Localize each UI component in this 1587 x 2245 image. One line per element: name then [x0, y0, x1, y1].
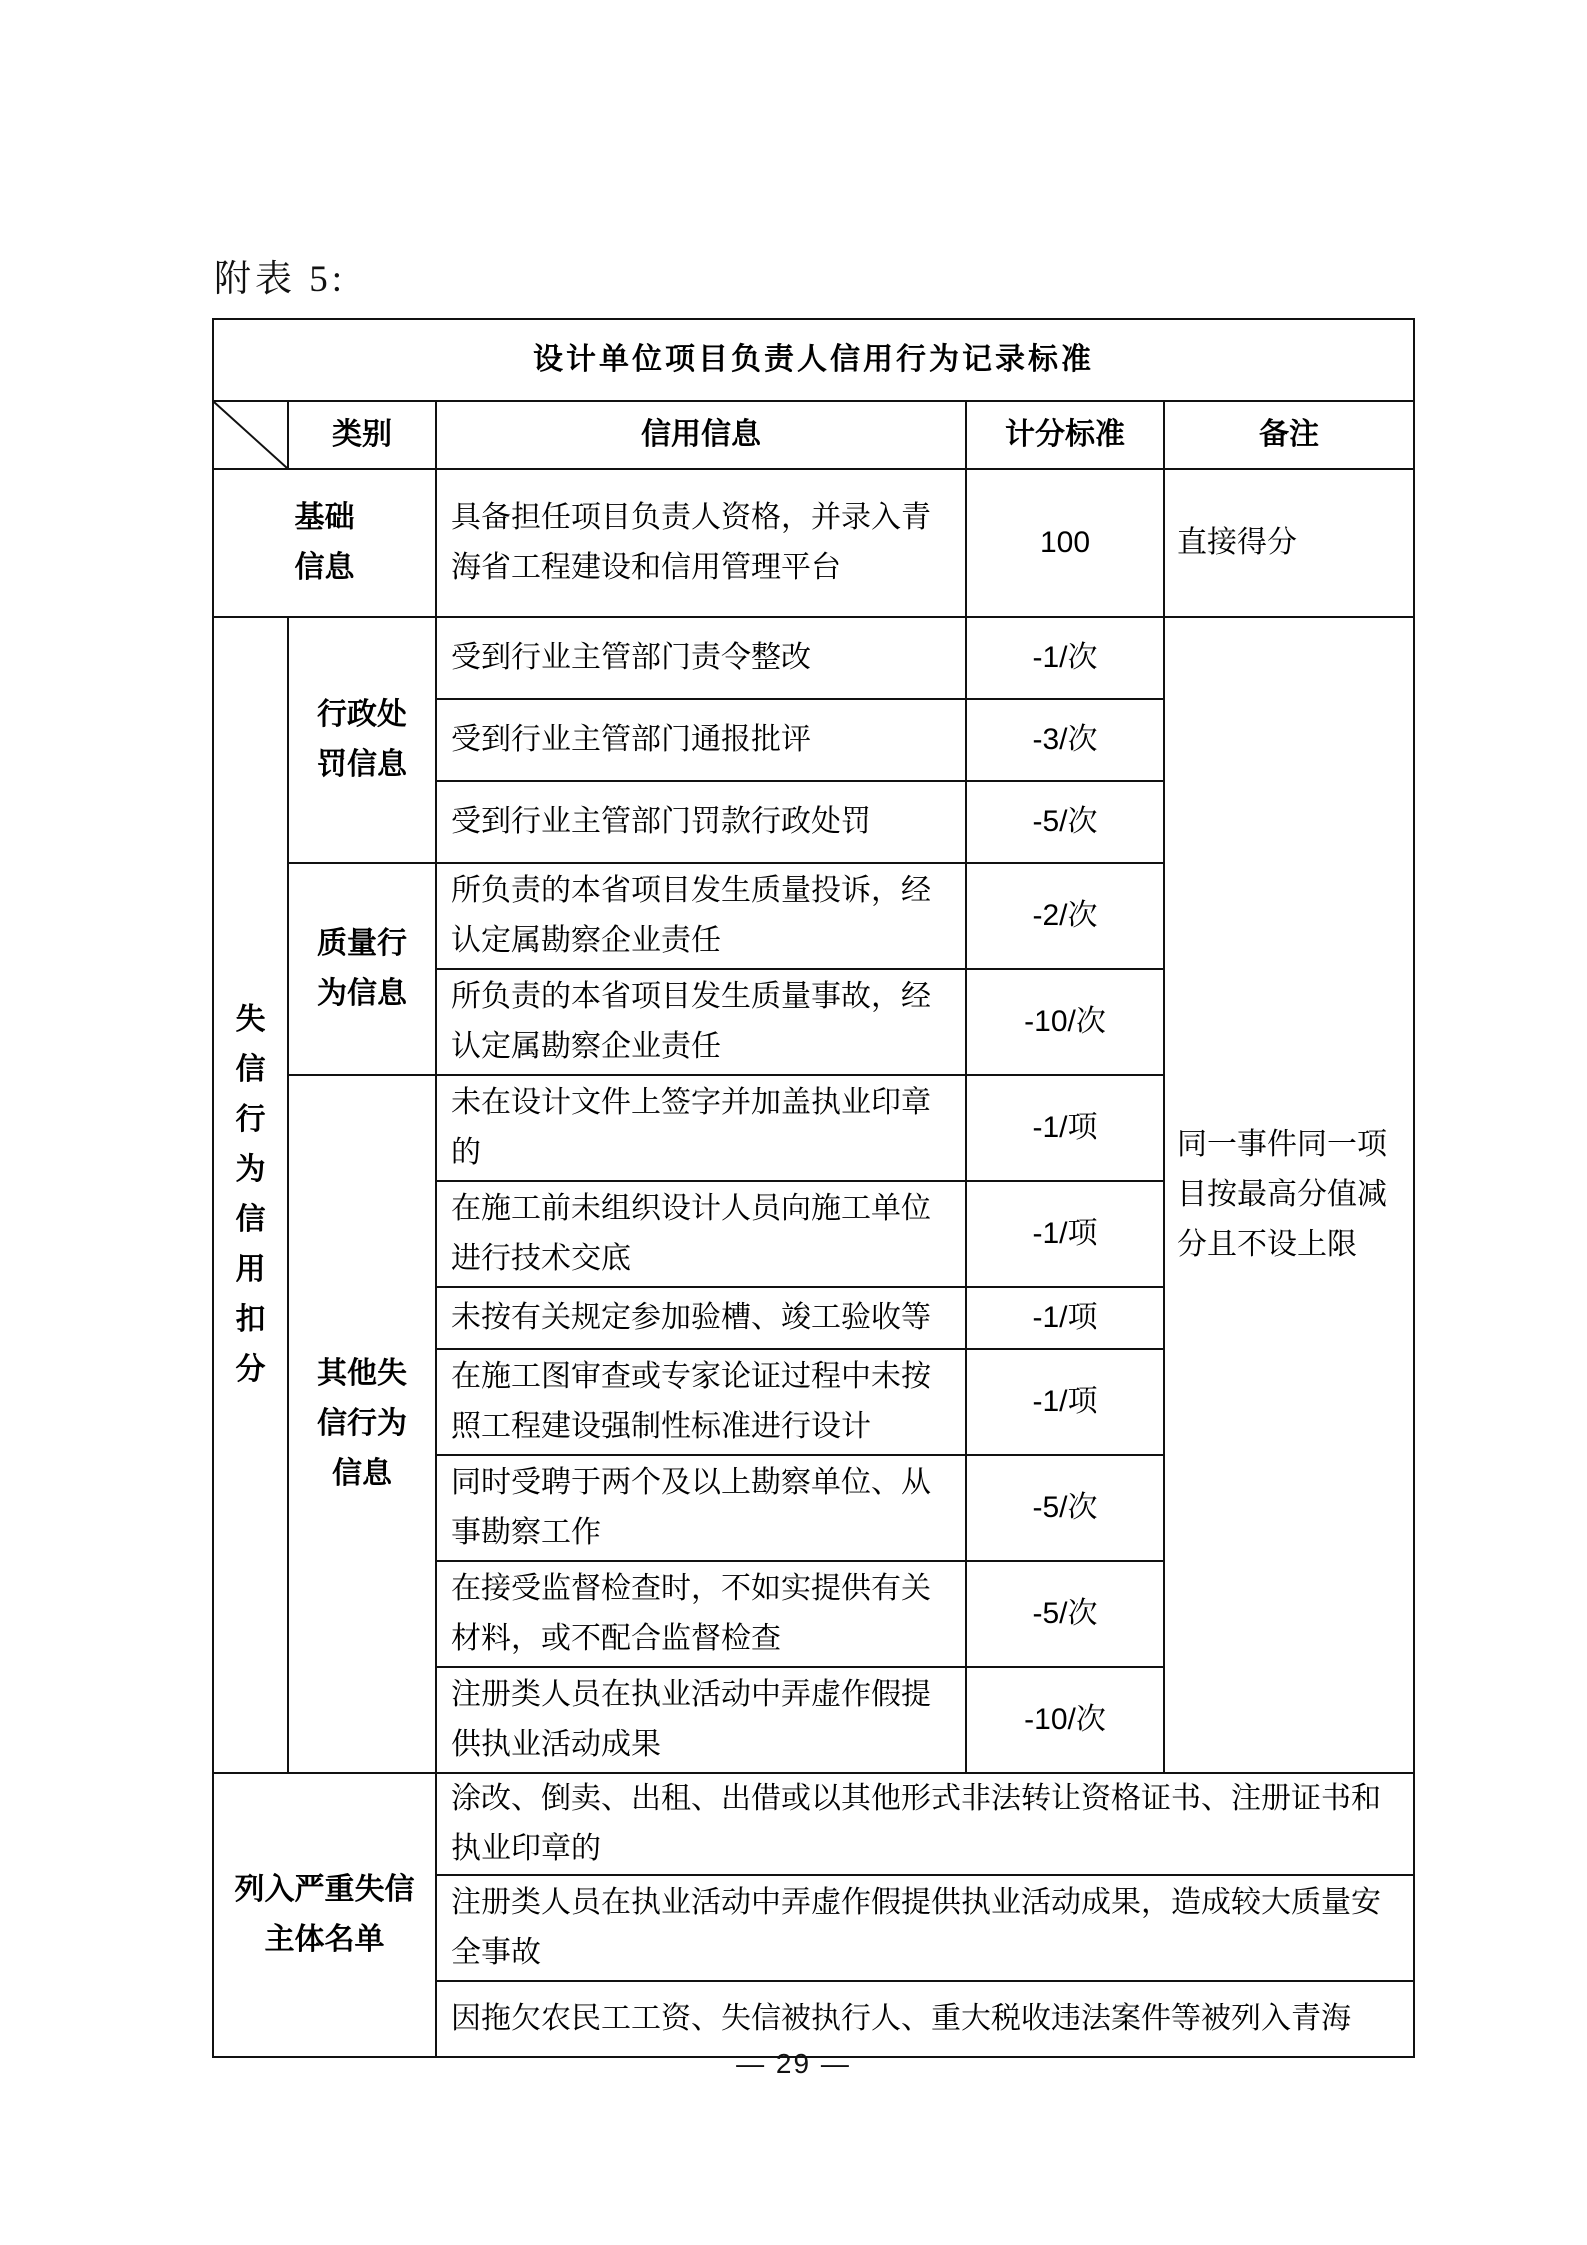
info-cell: 具备担任项目负责人资格，并录入青海省工程建设和信用管理平台 — [436, 469, 966, 617]
info-cell: 未按有关规定参加验槽、竣工验收等 — [436, 1287, 966, 1349]
table-caption: 附表 5: — [214, 259, 347, 300]
table-title: 设计单位项目负责人信用行为记录标准 — [213, 319, 1414, 401]
table-row — [213, 319, 1414, 401]
info-cell: 因拖欠农民工工资、失信被执行人、重大税收违法案件等被列入青海 — [436, 1981, 1414, 2057]
header-credit-info: 信用信息 — [436, 401, 966, 469]
score-cell: -1/次 — [966, 617, 1164, 699]
category-blacklist: 列入严重失信主体名单 — [213, 1773, 436, 2057]
score-cell: -5/次 — [966, 1455, 1164, 1561]
score-cell: -5/次 — [966, 1561, 1164, 1667]
score-cell: -5/次 — [966, 781, 1164, 863]
remark-cell: 直接得分 — [1164, 469, 1414, 617]
score-cell: -2/次 — [966, 863, 1164, 969]
score-cell: -10/次 — [966, 969, 1164, 1075]
info-cell: 受到行业主管部门通报批评 — [436, 699, 966, 781]
diagonal-line-icon — [214, 402, 287, 468]
info-cell: 在施工图审查或专家论证过程中未按照工程建设强制性标准进行设计 — [436, 1349, 966, 1455]
score-cell: -10/次 — [966, 1667, 1164, 1773]
info-cell: 所负责的本省项目发生质量事故，经认定属勘察企业责任 — [436, 969, 966, 1075]
info-cell: 涂改、倒卖、出租、出借或以其他形式非法转让资格证书、注册证书和执业印章的 — [436, 1773, 1414, 1875]
header-remark: 备注 — [1164, 401, 1414, 469]
score-cell: -1/项 — [966, 1181, 1164, 1287]
credit-record-table — [212, 318, 1415, 2058]
table-row — [213, 1773, 1414, 1875]
header-scoring: 计分标准 — [966, 401, 1164, 469]
info-cell: 受到行业主管部门罚款行政处罚 — [436, 781, 966, 863]
remark-deduction: 同一事件同一项目按最高分值减分且不设上限 — [1164, 617, 1414, 1773]
info-cell: 在接受监督检查时，不如实提供有关材料，或不配合监督检查 — [436, 1561, 966, 1667]
category-admin-penalty: 行政处罚信息 — [288, 617, 436, 863]
score-cell: 100 — [966, 469, 1164, 617]
section-label-deduction: 失 信 行 为 信 用 扣 分 — [213, 617, 288, 1773]
category-quality-behavior: 质量行为信息 — [288, 863, 436, 1075]
score-cell: -1/项 — [966, 1075, 1164, 1181]
score-cell: -1/项 — [966, 1349, 1164, 1455]
page-number: — 29 — — [736, 2048, 851, 2079]
info-cell: 注册类人员在执业活动中弄虚作假提供执业活动成果 — [436, 1667, 966, 1773]
diagonal-header-cell — [213, 401, 288, 469]
score-cell: -3/次 — [966, 699, 1164, 781]
info-cell: 受到行业主管部门责令整改 — [436, 617, 966, 699]
table-row — [213, 469, 1414, 617]
table-row — [213, 617, 1414, 699]
info-cell: 所负责的本省项目发生质量投诉，经认定属勘察企业责任 — [436, 863, 966, 969]
info-cell: 在施工前未组织设计人员向施工单位进行技术交底 — [436, 1181, 966, 1287]
table-row — [213, 401, 1414, 469]
score-cell: -1/项 — [966, 1287, 1164, 1349]
header-category: 类别 — [288, 401, 436, 469]
info-cell: 未在设计文件上签字并加盖执业印章的 — [436, 1075, 966, 1181]
category-basic-info: 基础信息 — [213, 469, 436, 617]
info-cell: 注册类人员在执业活动中弄虚作假提供执业活动成果，造成较大质量安全事故 — [436, 1875, 1414, 1981]
category-other-dishonest: 其他失信行为信息 — [288, 1075, 436, 1773]
info-cell: 同时受聘于两个及以上勘察单位、从事勘察工作 — [436, 1455, 966, 1561]
